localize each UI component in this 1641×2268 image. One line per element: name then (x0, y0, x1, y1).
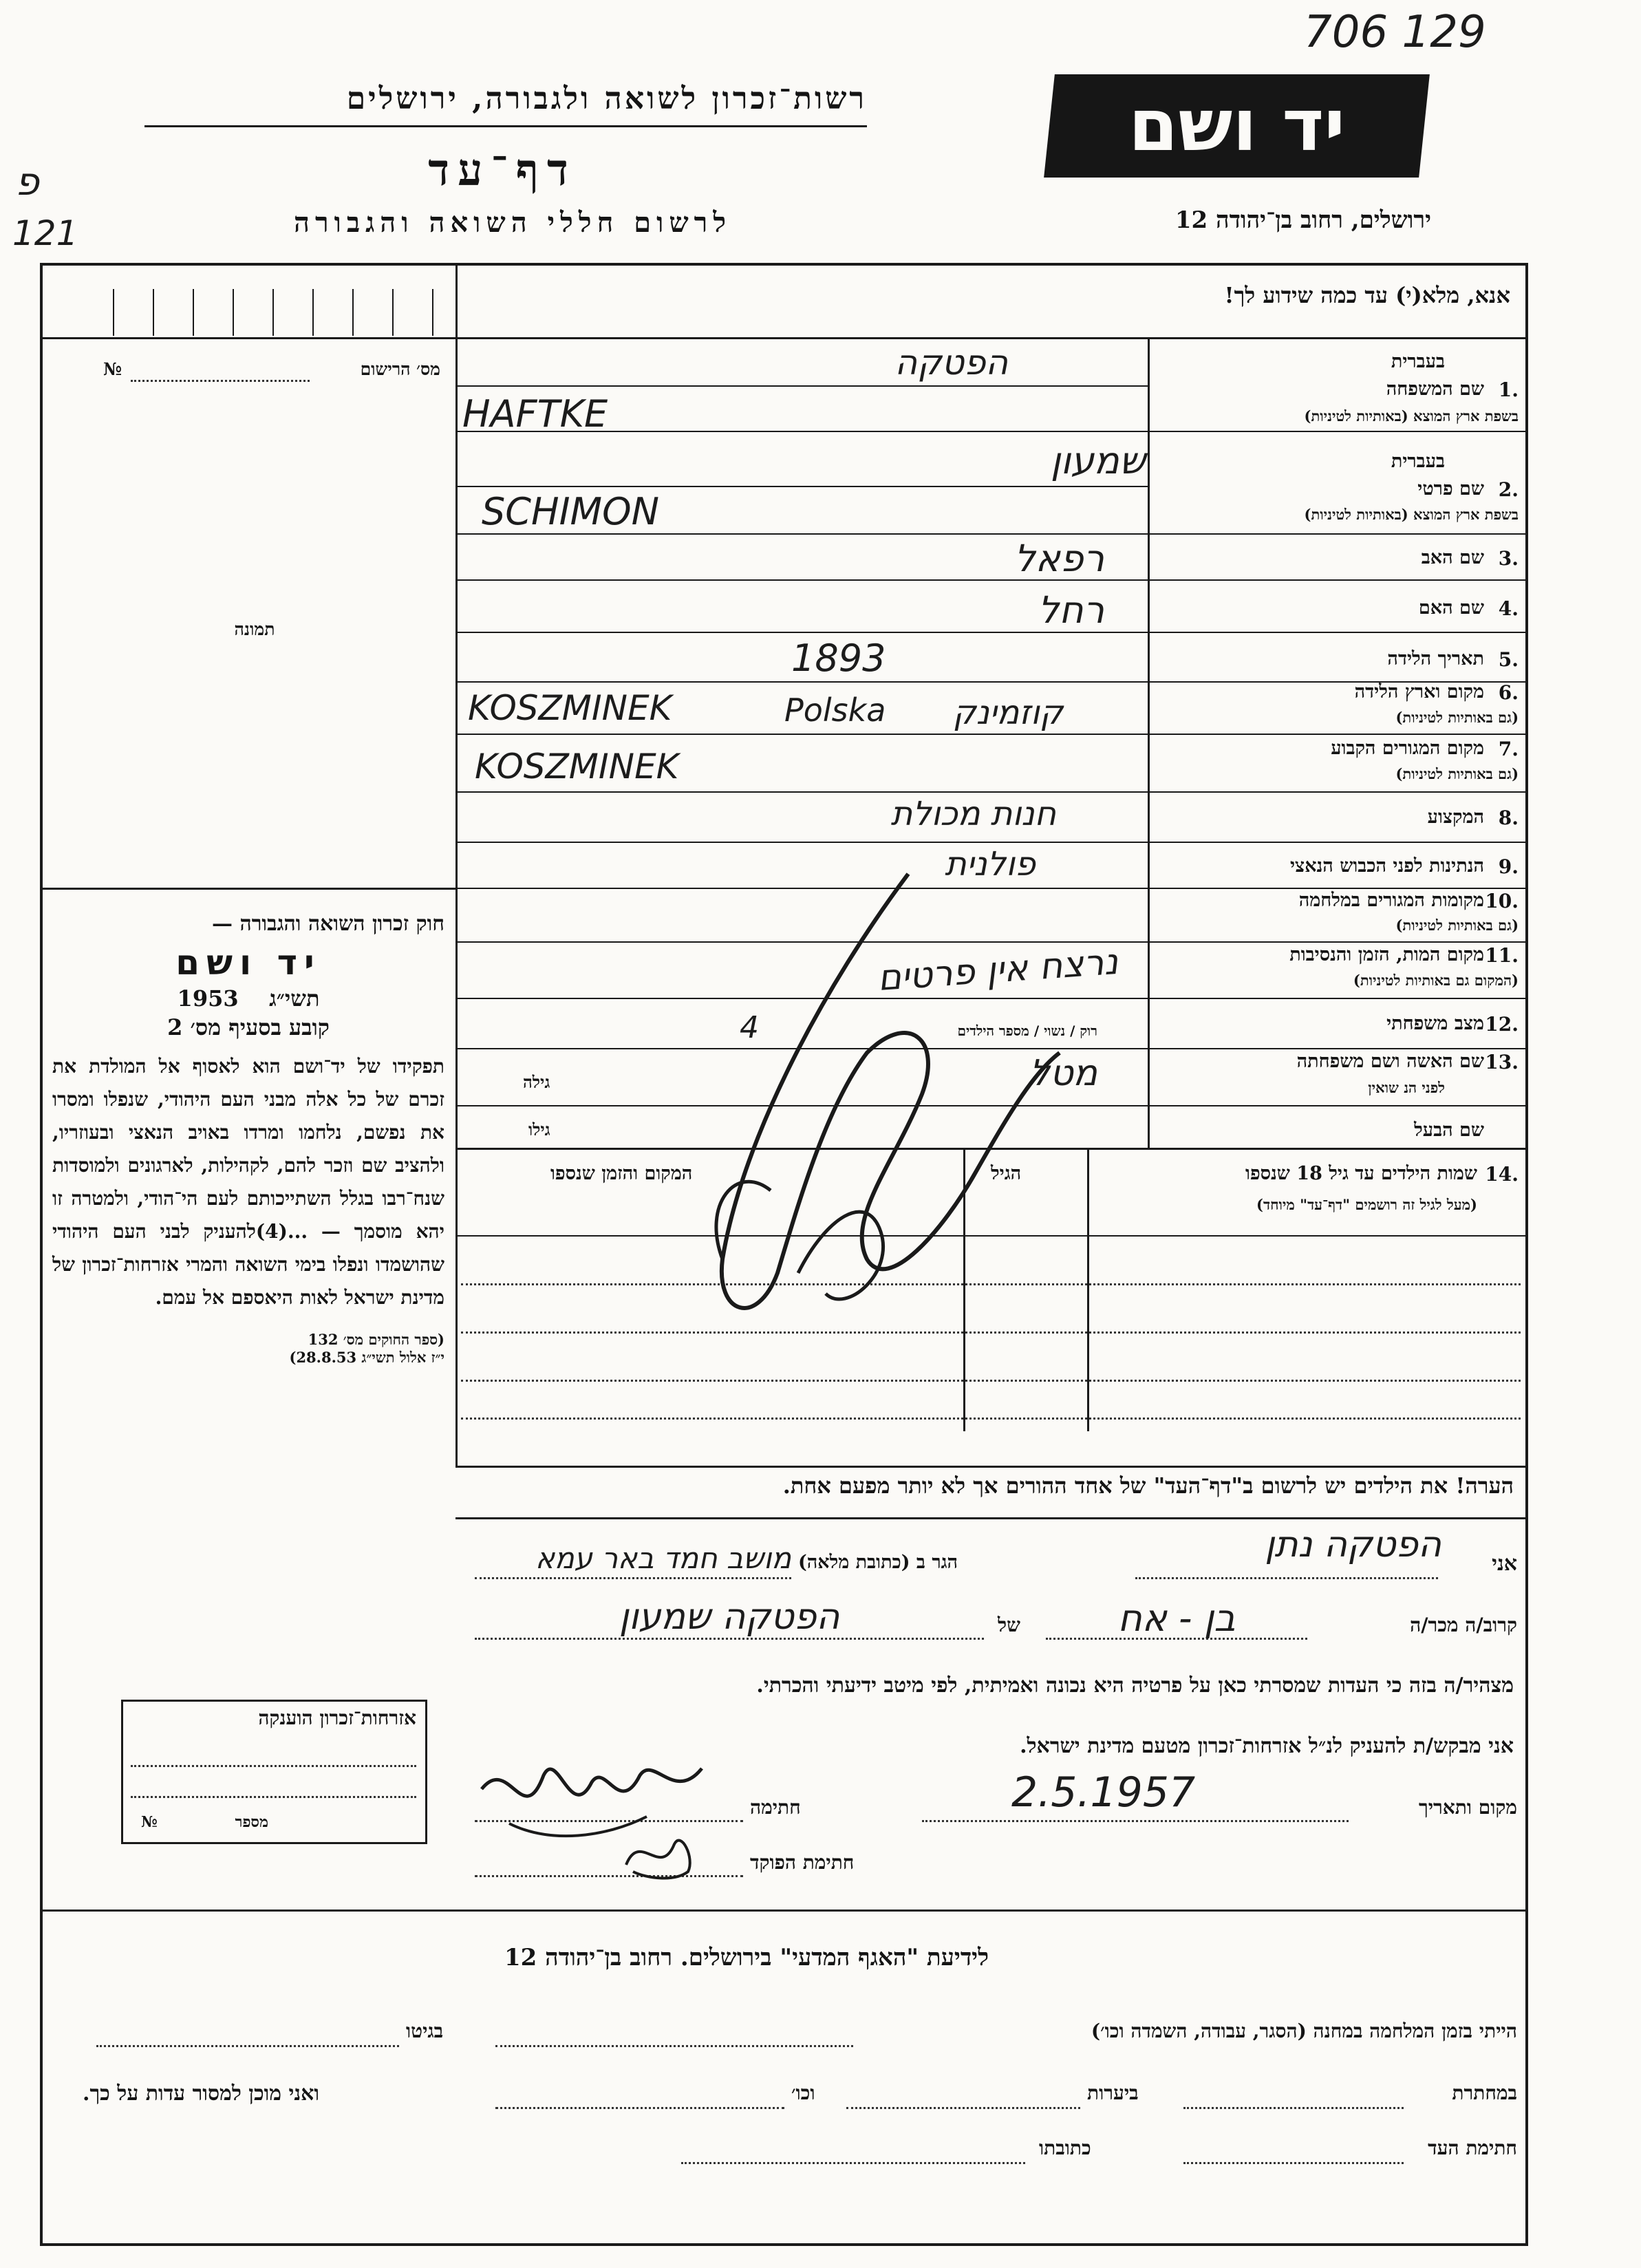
children-place-header: המקום והזמן שנספו (550, 1163, 693, 1184)
archive-note: 706 129 (1304, 7, 1486, 58)
field-4-label: שם האם (1418, 597, 1484, 619)
authority-name: רשות־זכרון לשואה ולגבורה, ירושלים (346, 81, 867, 116)
husband-label: שם הבעל (1414, 1120, 1484, 1141)
relation-value: בן - אח (1117, 1596, 1236, 1640)
field-8-label: המקצוע (1427, 806, 1484, 828)
field-4-number: 4. (1498, 597, 1519, 620)
field-5-value: 1893 (791, 636, 886, 680)
husband-age-label: גילו (528, 1120, 550, 1140)
law-name: יד ושם (175, 943, 321, 983)
field-3-label: שם האב (1421, 547, 1484, 568)
law-year-he: תשי״ג (269, 985, 320, 1012)
field-11-value: נרצח אין פרטים (876, 941, 1119, 1000)
field-4-value: רחל (1038, 588, 1104, 632)
declarant-label: אני (1492, 1552, 1517, 1576)
field-12-sub: רוק / נשוי / מספר הילדים (957, 1023, 1097, 1039)
law-body: תפקידו של יד־ושם הוא לאסוף אל המולדת את זכרם של כל אלה מבני העם היהודי, שנפלו ומסרו את נפשם, נלחמו ומרדו באויב הנאצי ובעוזריו, ולהציב שם וזכר להם, לקהילות, לארגונים ולמוסדות שנח־רבו בגלל השתייכותם לעם הי־הודי, ולמטרה זו יהא מוסמך — ...(4)להעניק לבני העם היהודי שהושמדו ונפלו בימי השואה והמרי אזרחות־זכרון של מדינת ישראל לאות היאספם אל עמם. (52, 1055, 444, 1309)
of-label: של (998, 1614, 1020, 1636)
official-signature-label: חתימת הפוקד (750, 1851, 855, 1874)
footer-ready-label: ואני מוכן למסור עדות על כך. (83, 2082, 320, 2106)
children-sub: (מעל לגיל זה רושמים "דף־עד" מיוחד) (1256, 1196, 1477, 1213)
field-2-value-he: שמעון (1050, 439, 1146, 482)
footer-camp-line: הייתי בזמן המלחמה במחנה (הסגר, עבודה, השמדה וכו׳) (1091, 2020, 1517, 2042)
residing-label: הגר ב (כתובת מלאה) (798, 1552, 958, 1573)
children-number: 14. (1485, 1163, 1519, 1186)
field-7-value-latin: KOSZMINEK (475, 747, 679, 787)
field-13-value: מטל (1029, 1053, 1097, 1094)
field-13-label: שם האשה ושם משפחתה (1296, 1051, 1484, 1072)
field-12-label: מצב משפחתי (1386, 1013, 1484, 1034)
date-value: 2.5.1957 (1011, 1768, 1196, 1817)
field-5-label: תאריך הלידה (1387, 648, 1484, 670)
field-9-value: פולנית (945, 845, 1036, 884)
law-source: (ספר החוקים מס׳ 132 (308, 1331, 444, 1348)
field-6-value-country: Polska (784, 692, 886, 729)
header-address: ירושלים, רחוב בן־יהודה 12 (1175, 206, 1431, 234)
law-clause: קובע בסעיף מס׳ 2 (167, 1014, 330, 1040)
footer-address-label: כתובתו (1039, 2137, 1091, 2159)
field-6-value-he: קוזמינק (952, 694, 1063, 732)
field-1-value-latin: HAFTKE (462, 392, 608, 436)
declarant-name: הפטקה נתן (1265, 1524, 1441, 1565)
citizenship-no-label: № (141, 1813, 158, 1831)
field-9-number: 9. (1498, 855, 1519, 878)
footer-witness-signature-label: חתימת העד (1428, 2137, 1517, 2159)
place-date-label: מקום ותאריך (1418, 1796, 1517, 1819)
field-1-number: 1. (1498, 378, 1519, 401)
law-source-date: י״ז אלול תשי״ג 28.8.53) (289, 1349, 444, 1366)
field-2-number: 2. (1498, 478, 1519, 501)
field-7-label: מקום המגורים הקבוע (1331, 738, 1484, 759)
field-11-number: 11. (1485, 944, 1519, 967)
field-11-label: מקום המות, הזמן והנסיבות (1289, 944, 1484, 965)
field-12-value: 4 (740, 1010, 759, 1045)
footer-forests-label: ביערות (1087, 2082, 1139, 2104)
children-note: הערה! את הילדים יש לרשום ב"דף־העד" של אחד ההורים אך לא יותר מפעם אחת. (782, 1473, 1514, 1499)
of-name: הפטקה שמעון (619, 1596, 840, 1638)
form-subtitle: לרשום חללי השואה והגבורה (293, 206, 732, 239)
field-1-label: שם המשפחה (1386, 378, 1484, 400)
registration-no-label: № (103, 359, 122, 379)
citizenship-request: אני מבקש/ת להעניק לנ״ל אזרחות־זכרון מטעם מדינת ישראל. (1020, 1734, 1514, 1758)
instructions: אנא, מלא(י) עד כמה שידוע לך! (1224, 282, 1510, 308)
form-title: דף־עד (428, 145, 577, 196)
field-6-value-latin: KOSZMINEK (468, 688, 672, 728)
field-12-number: 12. (1485, 1013, 1519, 1036)
footer-underground-label: במחתרת (1452, 2082, 1517, 2104)
children-label: שמות הילדים עד גיל 18 שנספו (1245, 1163, 1477, 1184)
official-signature (619, 1823, 702, 1885)
law-title: חוק זכרון השואה והגבורה — (212, 912, 444, 936)
field-3-value: רפאל (1014, 537, 1104, 580)
declaration-statement: מצהיר/ה בזה כי העדות שמסרתי כאן על פרטיה היא נכונה ואמיתית, לפי מיטב ידיעתי והכרתי. (756, 1673, 1514, 1698)
photo-label: תמונה (234, 619, 275, 639)
law-box (52, 912, 444, 1367)
field-10-sub: (גם באותיות לטיניות) (1395, 917, 1519, 934)
footer-ghetto-label: בגיטו (406, 2020, 444, 2042)
registration-number-label: מס׳ הרישום (360, 359, 440, 379)
field-13-age-label: גילה (523, 1072, 550, 1092)
law-year: 1953 (177, 985, 239, 1012)
field-6-label: מקום וארץ הלידה (1354, 681, 1484, 703)
margin-note-letter: פ (15, 160, 39, 204)
field-1-hebrew-tag: בעברית (1391, 351, 1445, 372)
field-2-hebrew-tag: בעברית (1391, 451, 1445, 472)
field-2-sub: בשפת ארץ המוצא (באותיות לטיניות) (1304, 506, 1519, 523)
field-5-number: 5. (1498, 648, 1519, 671)
margin-note-number: 121 (12, 213, 78, 253)
citizenship-number-label: מספר (235, 1813, 268, 1831)
field-6-number: 6. (1498, 681, 1519, 704)
field-7-number: 7. (1498, 738, 1519, 760)
handwritten-scrawl (619, 846, 1101, 1342)
field-7-sub: (גם באותיות לטיניות) (1395, 765, 1519, 782)
signature-label: חתימה (750, 1796, 801, 1819)
relation-label: קרוב/ה מכר/ה (1410, 1614, 1517, 1636)
field-2-label: שם פרטי (1417, 478, 1484, 500)
field-6-sub: (גם באותיות לטיניות) (1395, 709, 1519, 726)
logo-text: יד ושם (1128, 83, 1345, 167)
field-11-sub: (המקום גם באותיות לטיניות) (1353, 972, 1519, 989)
citizenship-title: אזרחות־זכרון הוענקה (258, 1707, 416, 1729)
field-13-number: 13. (1485, 1051, 1519, 1073)
field-8-value: חנות מכולת (890, 795, 1056, 833)
children-age-header: הגיל (991, 1163, 1022, 1184)
field-8-number: 8. (1498, 806, 1519, 829)
field-1-sub: בשפת ארץ המוצא (באותיות לטיניות) (1304, 407, 1519, 425)
field-10-number: 10. (1485, 890, 1519, 912)
field-1-value-he: הפטקה (894, 343, 1008, 383)
field-10-label: מקומות המגורים במלחמה (1298, 890, 1484, 911)
footer-etc-label: וכו׳ (791, 2082, 815, 2104)
declarant-address: מושב חמד באר עמא (535, 1541, 791, 1575)
field-13-sub: לפני הנ שואין (1368, 1079, 1445, 1096)
field-2-value-latin: SCHIMON (482, 490, 660, 533)
field-3-number: 3. (1498, 547, 1519, 570)
footer-title: לידיעת "האגף המדעי" בירושלים. רחוב בן־יהודה 12 (504, 1944, 989, 1971)
field-9-label: הנתינות לפני הכבוש הנאצי (1289, 855, 1484, 877)
